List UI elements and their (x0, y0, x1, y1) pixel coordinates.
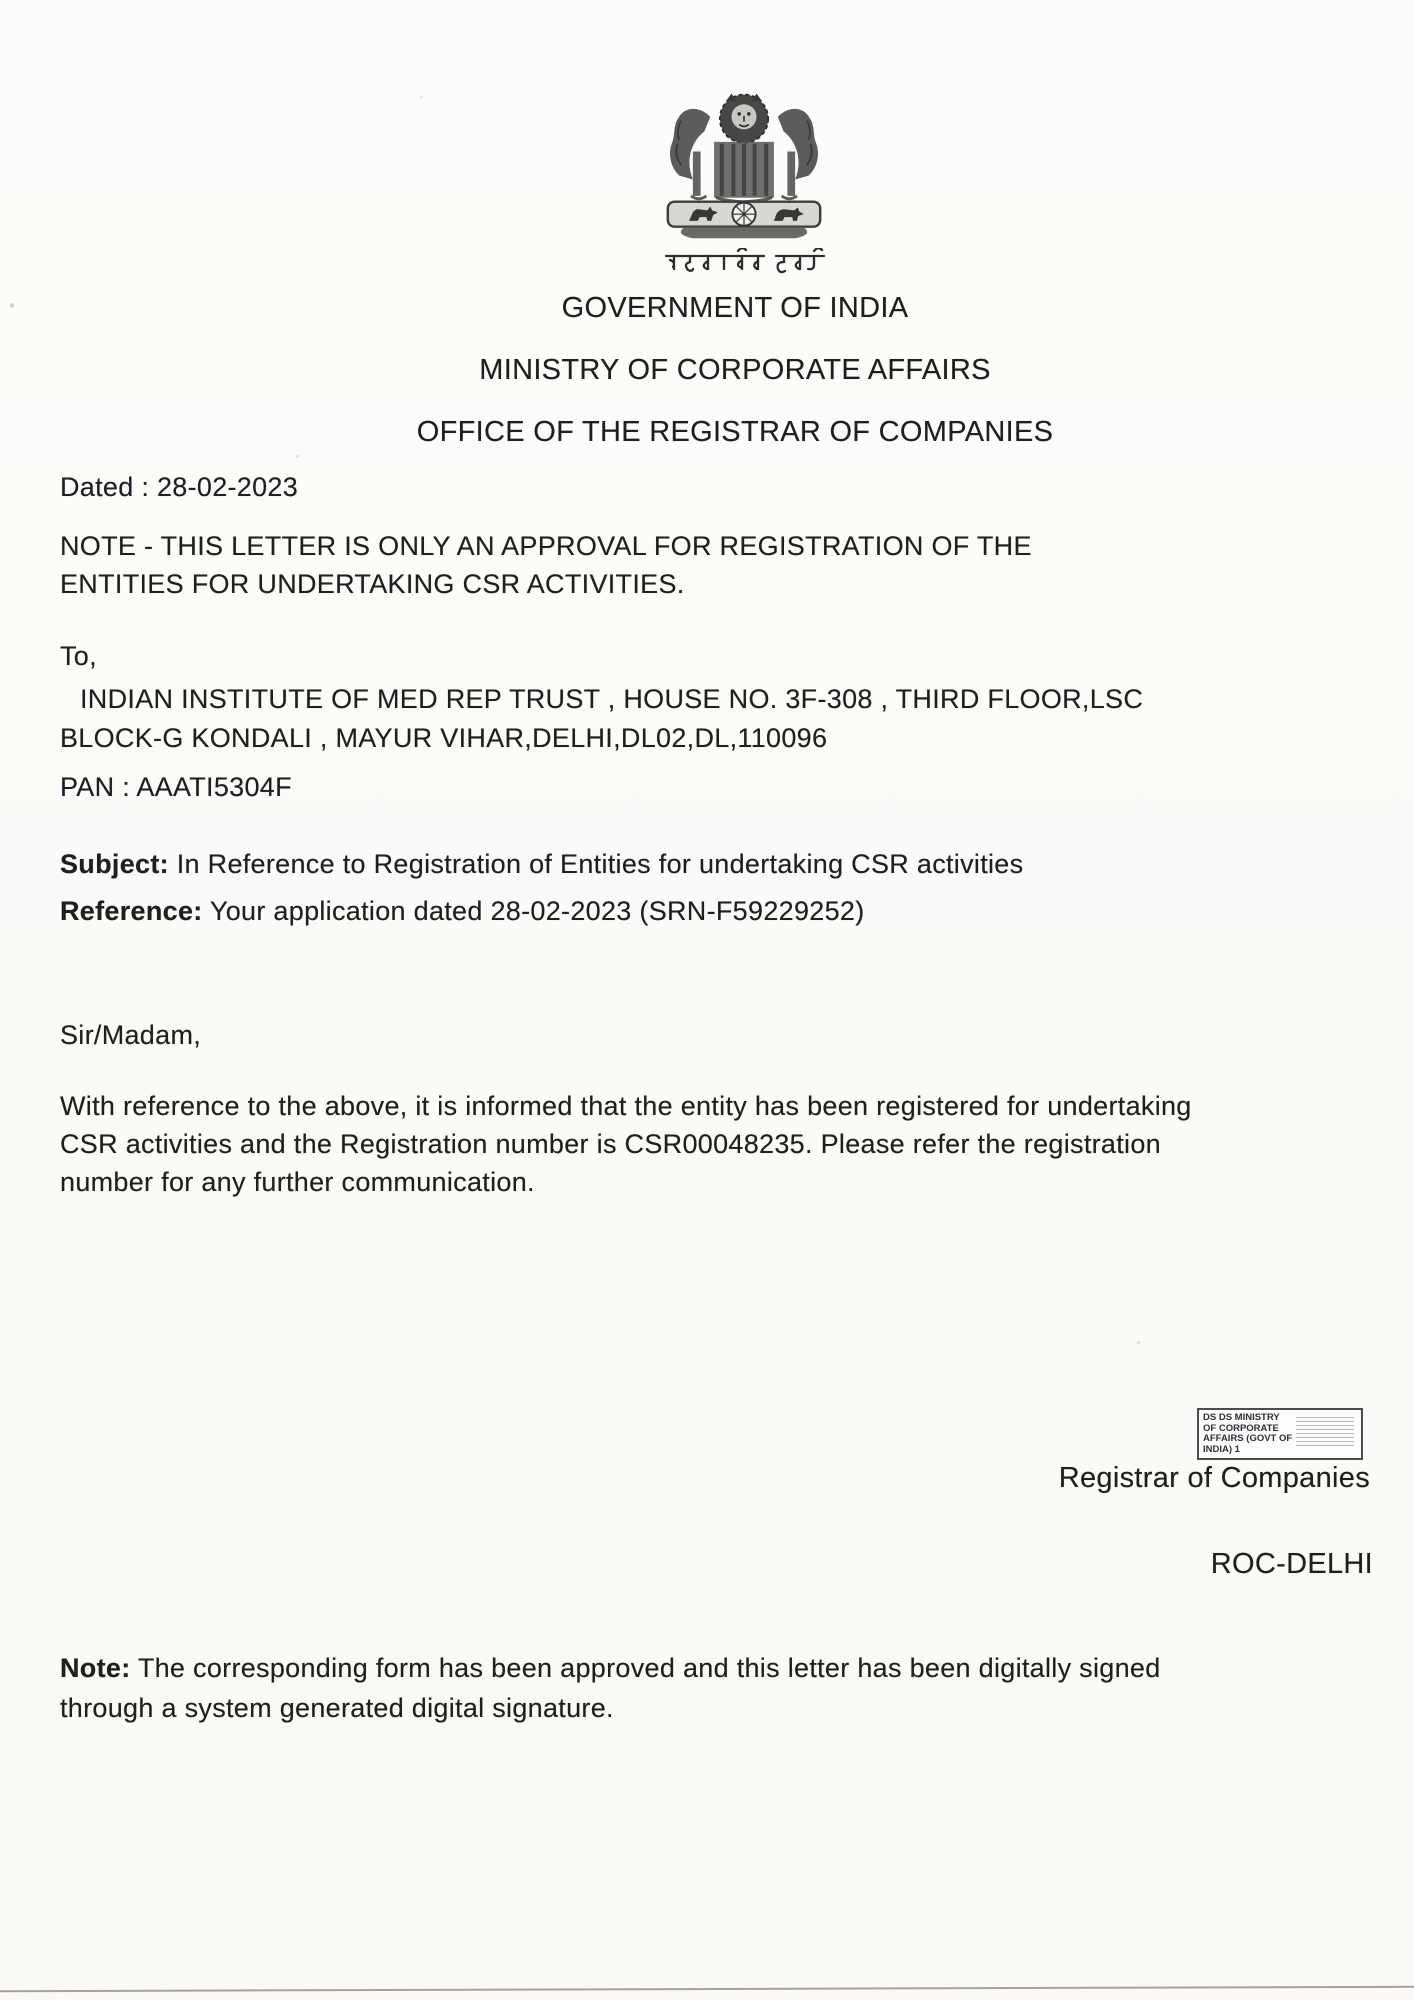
body-paragraph (60, 1087, 1192, 1201)
footer-note-text-1: The corresponding form has been approved and this letter has been digitally signed (130, 1653, 1161, 1683)
footer-note (60, 1648, 1161, 1728)
satyameva-jayate-motto (660, 248, 830, 274)
footer-note-line-2: through a system generated digital signature. (60, 1693, 614, 1723)
scan-bottom-edge (0, 1986, 1414, 1992)
recipient-address-line-1: INDIAN INSTITUTE OF MED REP TRUST , HOUSE NO. 3F-308 , THIRD FLOOR,LSC (80, 684, 1144, 714)
scan-speck (420, 96, 423, 99)
footer-note-line-1 (60, 1648, 1161, 1688)
signatory-title: Registrar of Companies (1058, 1462, 1370, 1494)
digital-signature-stamp (1197, 1408, 1363, 1460)
body-paragraph-line-3: number for any further communication. (60, 1167, 535, 1197)
header-government-of-india: GOVERNMENT OF INDIA (561, 292, 909, 324)
reference-label: Reference: (60, 896, 203, 926)
approval-note-line-2: ENTITIES FOR UNDERTAKING CSR ACTIVITIES. (60, 569, 685, 599)
to-label: To, (60, 641, 97, 671)
signatory-office: ROC-DELHI (1210, 1548, 1373, 1580)
scan-speck (938, 1663, 941, 1666)
reference-line (60, 896, 865, 927)
stamp-text-line-2: OF CORPORATE (1203, 1422, 1279, 1434)
stamp-text-line-3: AFFAIRS (GOVT OF (1203, 1433, 1293, 1444)
recipient-address (60, 680, 1143, 758)
india-national-emblem-icon (652, 84, 836, 246)
salutation: Sir/Madam, (60, 1020, 202, 1050)
body-paragraph-line-1: With reference to the above, it is informed that the entity has been registered for undertaking (60, 1091, 1192, 1121)
approval-note-line-1: NOTE - THIS LETTER IS ONLY AN APPROVAL FOR REGISTRATION OF THE (60, 531, 1032, 561)
reference-text: Your application dated 28-02-2023 (SRN-F59229252) (202, 896, 865, 926)
pan-line: PAN : AAATI5304F (60, 772, 292, 802)
stamp-fine-print (1296, 1417, 1354, 1449)
dated-line: Dated : 28-02-2023 (60, 472, 299, 502)
footer-note-label: Note: (60, 1653, 131, 1683)
body-paragraph-line-2: CSR activities and the Registration number is CSR00048235. Please refer the registration (60, 1129, 1161, 1159)
header-office: OFFICE OF THE REGISTRAR OF COMPANIES (416, 416, 1054, 448)
approval-note (60, 527, 1032, 603)
stamp-text (1203, 1413, 1292, 1456)
subject-label: Subject: (60, 849, 169, 879)
stamp-text-line-1: DS DS MINISTRY (1203, 1412, 1280, 1423)
scan-speck (1137, 1341, 1140, 1344)
subject-line (60, 849, 1023, 880)
recipient-address-line-2: BLOCK-G KONDALI , MAYUR VIHAR,DELHI,DL02,DL,110096 (60, 723, 828, 753)
stamp-text-line-4: INDIA) 1 (1203, 1443, 1240, 1455)
header-ministry: MINISTRY OF CORPORATE AFFAIRS (479, 354, 991, 386)
scan-speck (10, 303, 14, 308)
scan-speck (296, 455, 299, 458)
subject-text: In Reference to Registration of Entities for undertaking CSR activities (168, 849, 1024, 879)
